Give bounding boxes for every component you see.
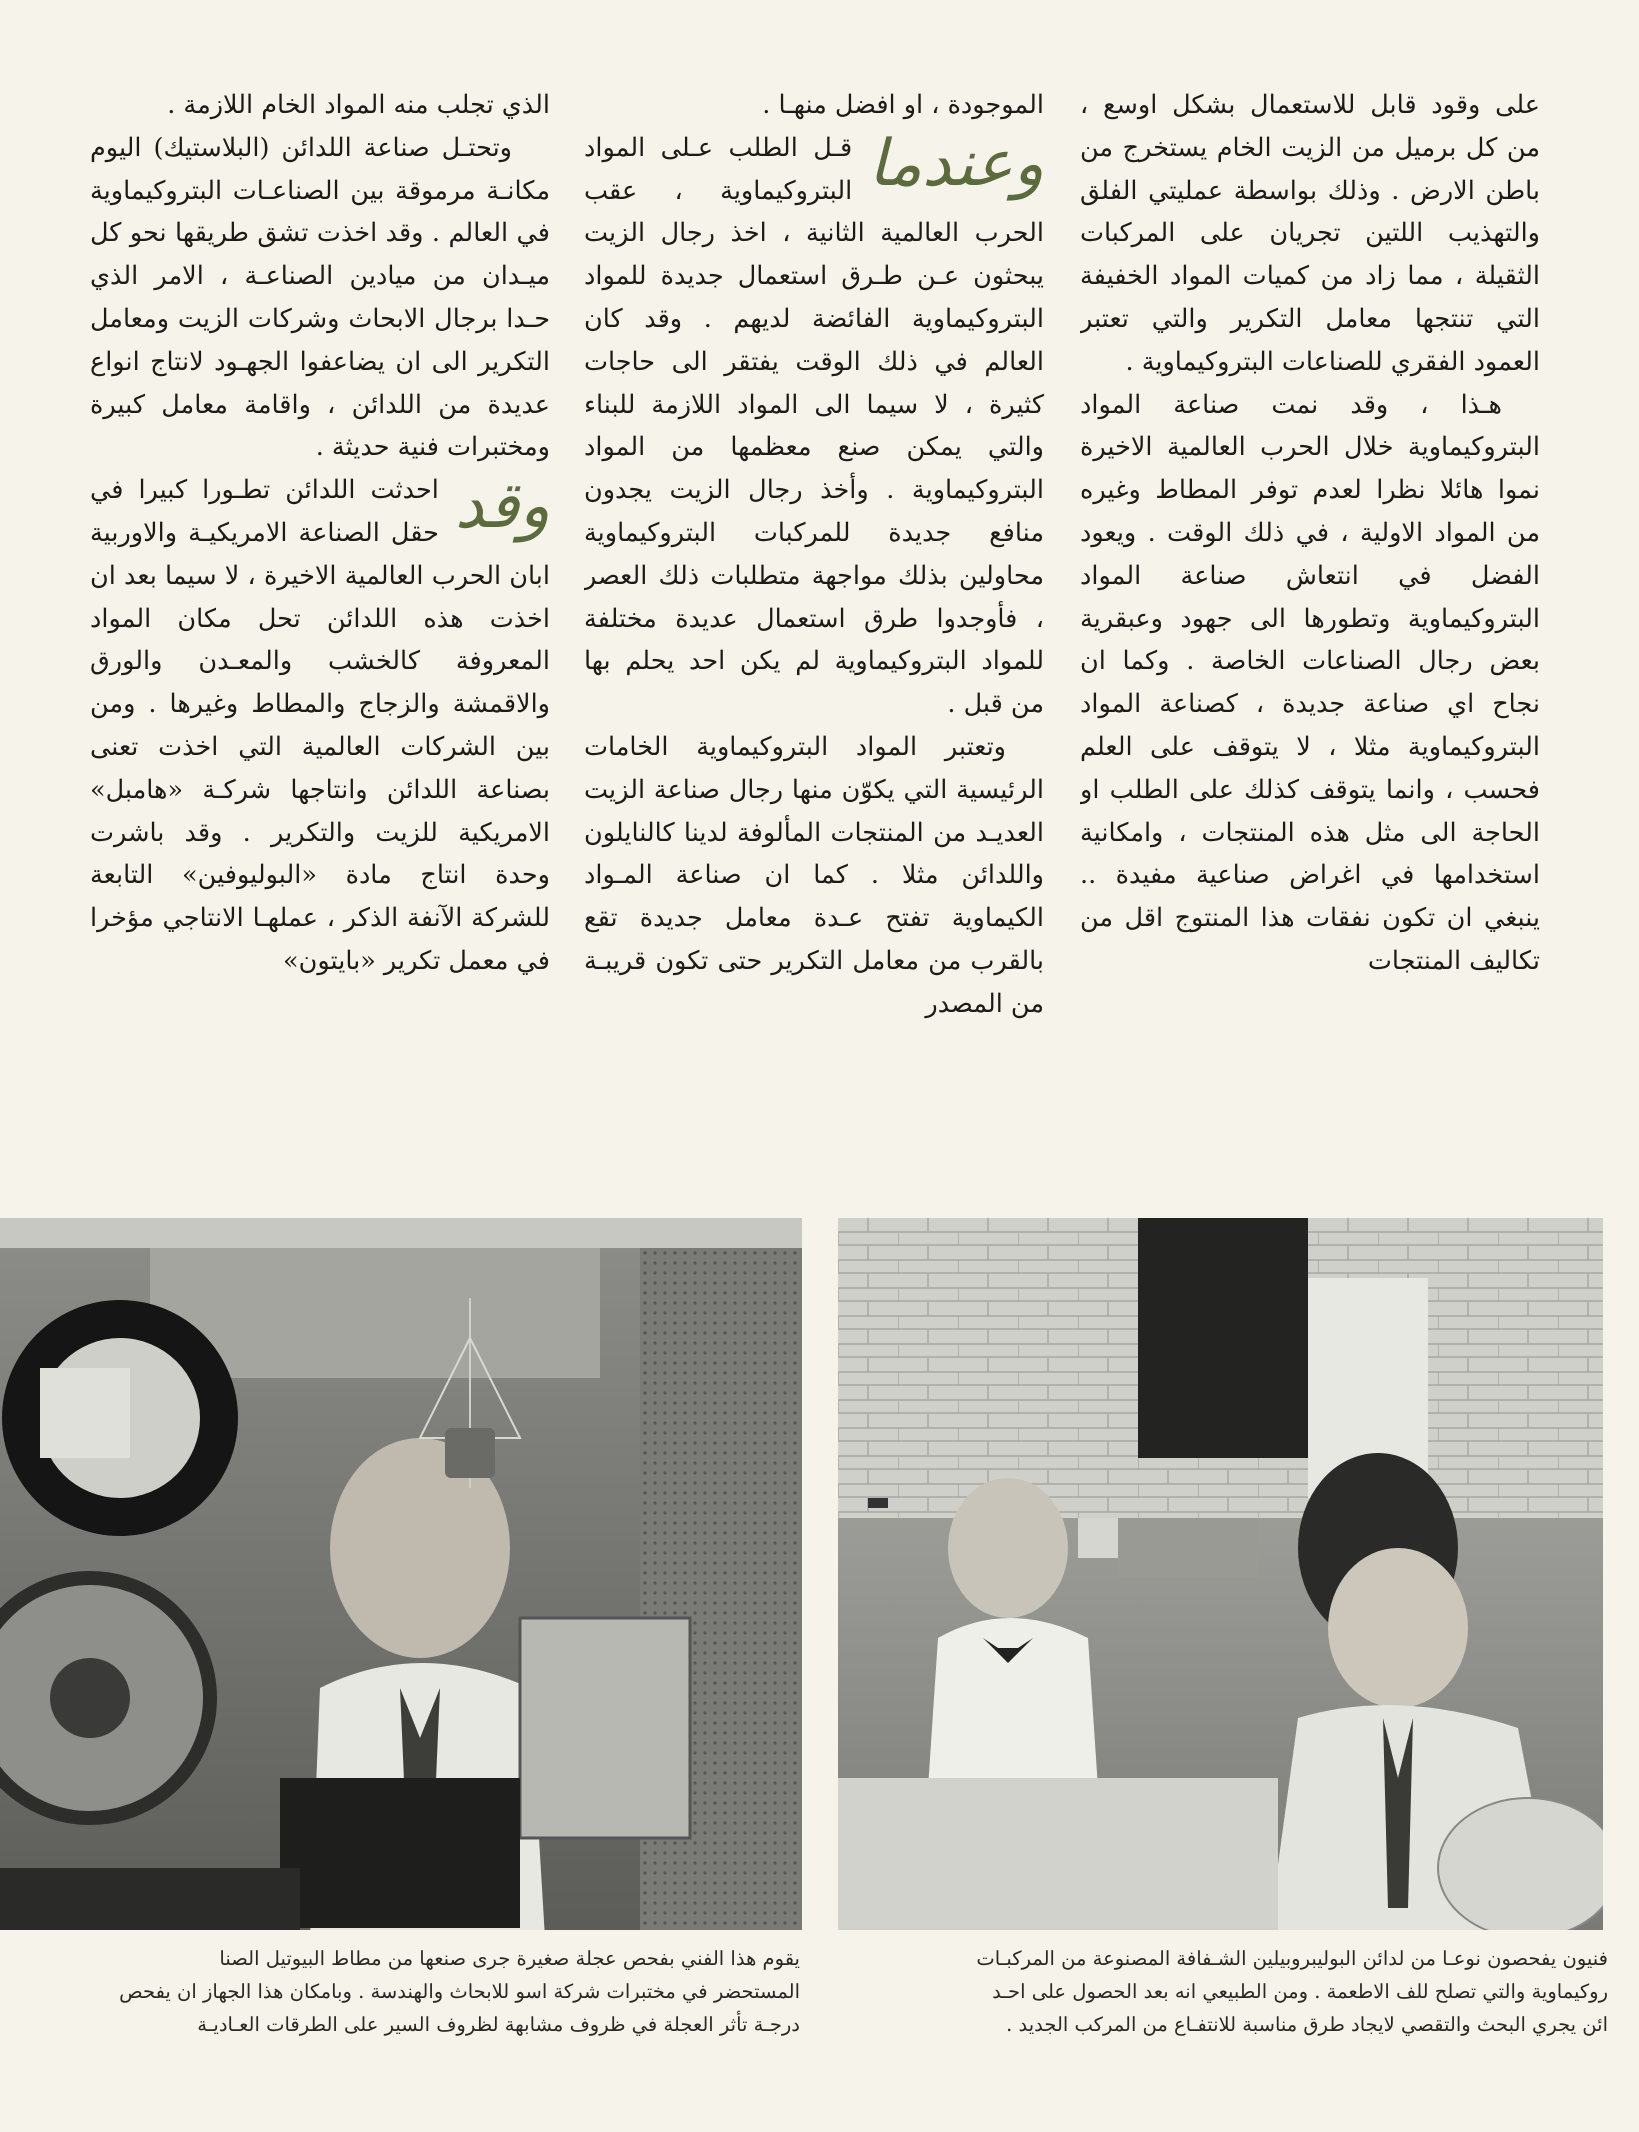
paragraph-with-dropcap <box>584 127 1044 726</box>
text-column-middle <box>584 84 1044 1152</box>
photo-caption-right <box>848 1942 1608 2122</box>
paragraph-text: قـل الطلب عـلى المواد البتروكيماوية ، عقب الحرب العالمية الثانية ، اخذ رجال الزيت يبحثون عـن طـرق استعمال جديدة للمواد البتروكيماوية الفائضة لديهم . وقد كان العالم في ذلك الوقت يفتقر الى حاجات كثيرة ، لا سيما الى المواد اللازمة للبناء والتي يمكن صنع معظمها من المواد البتروكيماوية . وأخذ رجال الزيت يجدون منافع جديدة للمركبات البتروكيماوية محاولين بذلك مواجهة متطلبات ذلك العصر ، فأوجدوا طرق استعمال عديدة مختلفة للمواد البتروكيماوية لم يكن احد يحلم بها من قبل . <box>584 132 1044 720</box>
paragraph: هـذا ، وقد نمت صناعة المواد البتروكيماوية خلال الحرب العالمية الاخيرة نموا هائلا نظرا لعدم توفر المطاط وغيره من المواد الاولية ، في ذلك الوقت . ويعود الفضل في انتعاش صناعة المواد البتروكيماوية وتطورها الى جهود وعبقرية بعض رجال الصناعات الخاصة . وكما ان نجاح اي صناعة جديدة ، كصناعة المواد البتروكيماوية مثلا ، لا يتوقف على العلم فحسب ، وانما يتوقف كذلك على الطلب او الحاجة الى مثل هذه المنتجات ، وامكانية استخدامها في اغراض صناعية مفيدة .. ينبغي ان تكون نفقات هذا المنتوج اقل من تكاليف المنتجات <box>1080 389 1540 976</box>
paragraph: الموجودة ، او افضل منهـا . <box>762 90 1044 120</box>
caption-line: المستحضر في مختبرات شركة اسو للابحاث والهندسة . وبامكان هذا الجهاز ان يفحص <box>119 1980 800 2003</box>
paragraph: على وقود قابل للاستعمال بشكل اوسع ، من كل برميل من الزيت الخام يستخرج من باطن الارض . وذلك بواسطة عمليتي الفلق والتهذيب اللتين تجريان على المركبات الثقيلة ، مما زاد من كميات المواد الخفيفة التي تنتجها معامل التكرير والتي تعتبر العمود الفقري للصناعات البتروكيماوية . <box>1080 90 1540 377</box>
caption-line: ائن يجري البحث والتقصي لايجاد طرق مناسبة للانتفـاع من المركب الجديد . <box>1006 2013 1608 2036</box>
photo-caption-left <box>0 1942 800 2122</box>
paragraph: وتعتبر المواد البتروكيماوية الخامات الرئيسية التي يكوّن منها رجال صناعة الزيت العديـد من المنتجات المألوفة لدينا كالنايلون واللدائن مثلا . كما ان صناعة المـواد الكيماوية تفتح عـدة معامل جديدة تقع بالقرب من معامل التكرير حتى تكون قريبـة من المصدر <box>584 731 1044 1019</box>
dropcap-word: وقد <box>454 469 550 544</box>
caption-line: درجـة تأثر العجلة في ظروف مشابهة لظروف السير على الطرقات العـاديـة <box>197 2013 800 2036</box>
dropcap-word: وعندما <box>868 126 1044 201</box>
photo-technician-testing-tire <box>0 1218 802 1930</box>
text-column-right <box>1080 84 1540 1152</box>
paragraph-text: احدثت اللدائن تطـورا كبيرا في حقل الصناعة الامريكيـة والاوربية ابان الحرب العالمية الاخيرة ، لا سيما بعد ان اخذت هذه اللدائن تحل مكان المواد المعروفة كالخشب والمعـدن والورق والاقمشة والزجاج والمطاط وغيرها . ومن بين الشركات العالمية التي اخذت تعنى بصناعة اللدائن وانتاجها شركـة «هامبل» الامريكية للزيت والتكرير . وقد باشرت وحدة انتاج مادة «البوليوفين» التابعة للشركة الآنفة الذكر ، عملهـا الانتاجي مؤخرا في معمل تكرير «بايتون» <box>90 475 550 976</box>
photo-technicians-testing-plastic-film <box>838 1218 1603 1930</box>
paragraph: الذي تجلب منه المواد الخام اللازمة . <box>167 90 550 120</box>
paragraph: وتحتـل صناعة اللدائن (البلاستيك) اليوم مكانـة مرموقة بين الصناعـات البتروكيماوية في العالم . وقد اخذت تشق طريقها نحو كل ميـدان من ميادين الصناعـة ، الامر الذي حـدا برجال الابحاث وشركات الزيت ومعامل التكرير الى ان يضاعفوا الجهـود لانتاج انواع عديدة من اللدائن ، واقامة معامل كبيرة ومختبرات فنية حديثة . <box>90 132 550 463</box>
paragraph-with-dropcap <box>90 469 550 983</box>
caption-line: فنيون يفحصون نوعـا من لدائن البوليبروبيلين الشـفافة المصنوعة من المركبـات <box>976 1947 1608 1970</box>
text-column-left <box>90 84 550 1152</box>
caption-line: روكيماوية والتي تصلح للف الاطعمة . ومن الطبيعي انه بعد الحصول على احـد <box>992 1980 1608 2003</box>
caption-line: يقوم هذا الفني بفحص عجلة صغيرة جرى صنعها من مطاط البيوتيل الصنا <box>219 1947 800 1970</box>
